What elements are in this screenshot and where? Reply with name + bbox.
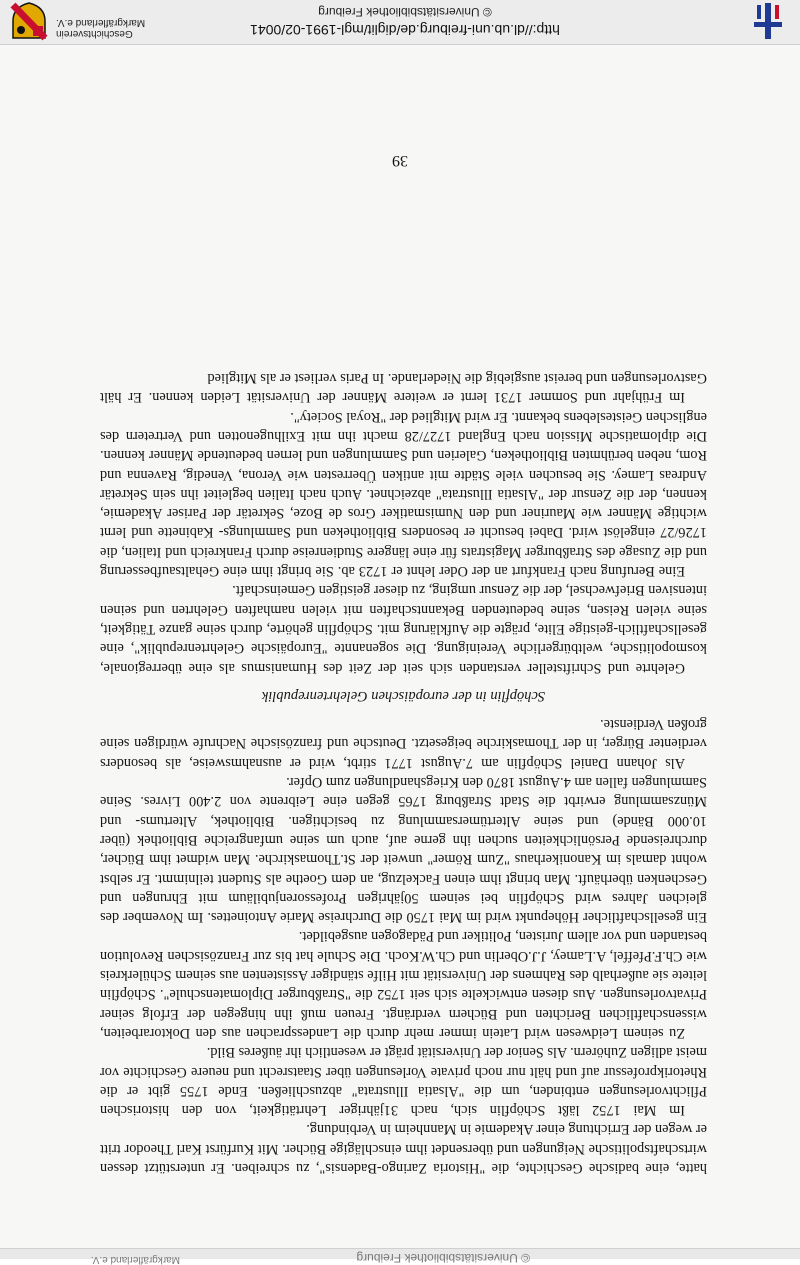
university-library-logo-icon xyxy=(750,1,786,41)
paragraph: Eine Berufung nach Frankfurt an der Oder lehnt er 1723 ab. Sie bringt ihm eine Gehaltsaufbesserung und die Zusage des Straßburger Magistrats für eine längere Studienreise durch Frankreich und Italien, die 1726/27 eingelöst wird. Dabei besucht er besonders Bibliotheken und Sammlungs- Kabinette und lernt wichtige Männer wie Mauriner und den Numismatiker Gros de Boze, Sekretär der Pariser Akademie, kennen, der die Zensur der "Alsatia Illustrata" abzeichnet. Auch nach Italien begleitet ihn sein Sekretär Andreas Lamey. Sie besuchen viele Städte mit antiken Überresten wie Verona, Venedig, Ravenna und Rom, neben berühmten Bibliotheken, Galerien und Sammlungen und lernen bedeutende Männer kennen. Die diplomatische Mission nach England 1727/28 macht ihn mit Exilhugenotten und Vertretern des englischen Geisteslebens bekannt. Er wird Mitglied der "Royal Society". xyxy=(100,408,707,580)
paragraph: Zu seinem Leidwesen wird Latein immer mehr durch die Landessprachen aus den Doktorarbeiten, wissenschaftlichen Berichten und Büchern verdrängt. Freuen muß ihn hingegen der Erfolg seiner Privatvorlesungen. Aus diesen entwickelte sich seit 1752 die "Straßburger Diplomatenschule". Schöpflin leitete sie außerhalb des Rahmens der Universität mit Hilfe ständiger Assistenten aus seinem Schülerkreis wie Ch.F.Pfeffel, A.Lamey, J.J.Oberlin und Ch.W.Koch. Die Schule hat bis zur Französischen Revolution bestanden und vor allem Juristen, Politiker und Pädagogen ausgebildet. xyxy=(100,928,707,1041)
partner-line: Geschichtsverein xyxy=(56,28,133,39)
partner-name xyxy=(56,17,166,39)
paragraph: Gelehrte und Schriftsteller verstanden sich seit der Zeit des Humanismus als eine überregionale, kosmopolitische, weltbürgerliche Vereinigung. Die sogenannte "Europäische Gelehrtenrepublik", eine gesellschaftlich-geistige Elite, prägte die Aufklärung mit. Schöpflin gehörte, durch seine ganze Tätigkeit, seine vielen Reisen, seine bedeutenden Bekanntschaften mit vielen namhaften Gelehrten und seinen intensiven Briefwechsel, der die Zensur umging, zu dieser geistigen Gemeinschaft. xyxy=(100,582,707,676)
paragraph: Ein gesellschaftlicher Höhepunkt wird im Mai 1750 die Durchreise Marie Antoinettes. Im November des gleichen Jahres wird Schöpflin bei seinem 50jährigen Professorenjubiläum mit Ehrungen und Geschenken überhäuft. Man bringt ihm einen Fackelzug, an dem Goethe als Student teilnimmt. Er selbst wohnt damals im Kanonikerhaus "Zum Römer" unweit der St.Thomaskirche. Man widmet ihm Bücher, durchreisende Persönlichkeiten suchen ihn gerne auf, auch um seine umfangreiche Bibliothek (über 10.000 Bände) und seine Altertümersammlung zu besichtigen. Bibliothek, Altertums- und Münzsammlung erwirbt die Stadt Straßburg 1765 gegen eine Leibrente von 2.400 Livres. Seine Sammlungen fallen am 4.August 1870 den Kriegshandlungen zum Opfer. xyxy=(100,774,707,926)
copyright-notice: © Universitätsbibliothek Freiburg xyxy=(318,5,492,19)
previous-page-strip xyxy=(0,1248,800,1265)
paragraph: Im Mai 1752 läßt Schöpflin sich, nach 31jähriger Lehrtätigkeit, von den historischen Pflichtvorlesungen entbinden, um die "Alsatia Illustrata" abzuschließen. Ende 1755 gibt er die Rhetorikprofessur auf und hält nur noch private Vorlesungen über Staatsrecht und neuere Geschichte vor meist adligen Zuhörern. Als Senior der Universität prägt er wesentlich ihr äußeres Bild. xyxy=(100,1044,707,1119)
paragraph: Im Frühjahr und Sommer 1731 lernt er weitere Männer der Universität Leiden kennen. Er hält Gastvorlesungen und bereist ausgiebig die Niederlande. In Paris verliest er als Mitglied xyxy=(100,370,707,406)
partner-line: Markgräflerland e.V. xyxy=(56,17,146,28)
body-text xyxy=(100,368,707,1177)
document-url-link[interactable]: http://dl.ub.uni-freiburg.de/diglit/mgl-1991-02/0041 xyxy=(250,22,560,38)
previous-page-partner: Markgräflerland e.V. xyxy=(90,1254,180,1265)
coat-of-arms-logo-icon xyxy=(10,1,48,41)
previous-page-copyright: © Universitätsbibliothek Freiburg xyxy=(356,1251,530,1265)
paragraph: Als Johann Daniel Schöpflin am 7.August 1771 stirbt, wird er ausnahmsweise, als besonders verdienter Bürger, in der Thomaskirche beigesetzt. Deutsche und französische Nachrufe würdigen seine großen Verdienste. xyxy=(100,716,707,771)
paragraph: hatte, eine badische Geschichte, die "Historia Zaringo-Badensis", zu schreiben. Er unterstützt dessen wirtschaftspolitische Neigungen und übersendet ihm einschlägige Bücher. Mit Kurfürst Karl Theodor tritt er wegen der Errichtung einer Akademie in Mannheim in Verbindung. xyxy=(100,1121,707,1176)
page-number: 39 xyxy=(392,152,408,169)
section-heading: Schöpflin in der europäischen Gelehrtenrepublik xyxy=(261,687,546,704)
